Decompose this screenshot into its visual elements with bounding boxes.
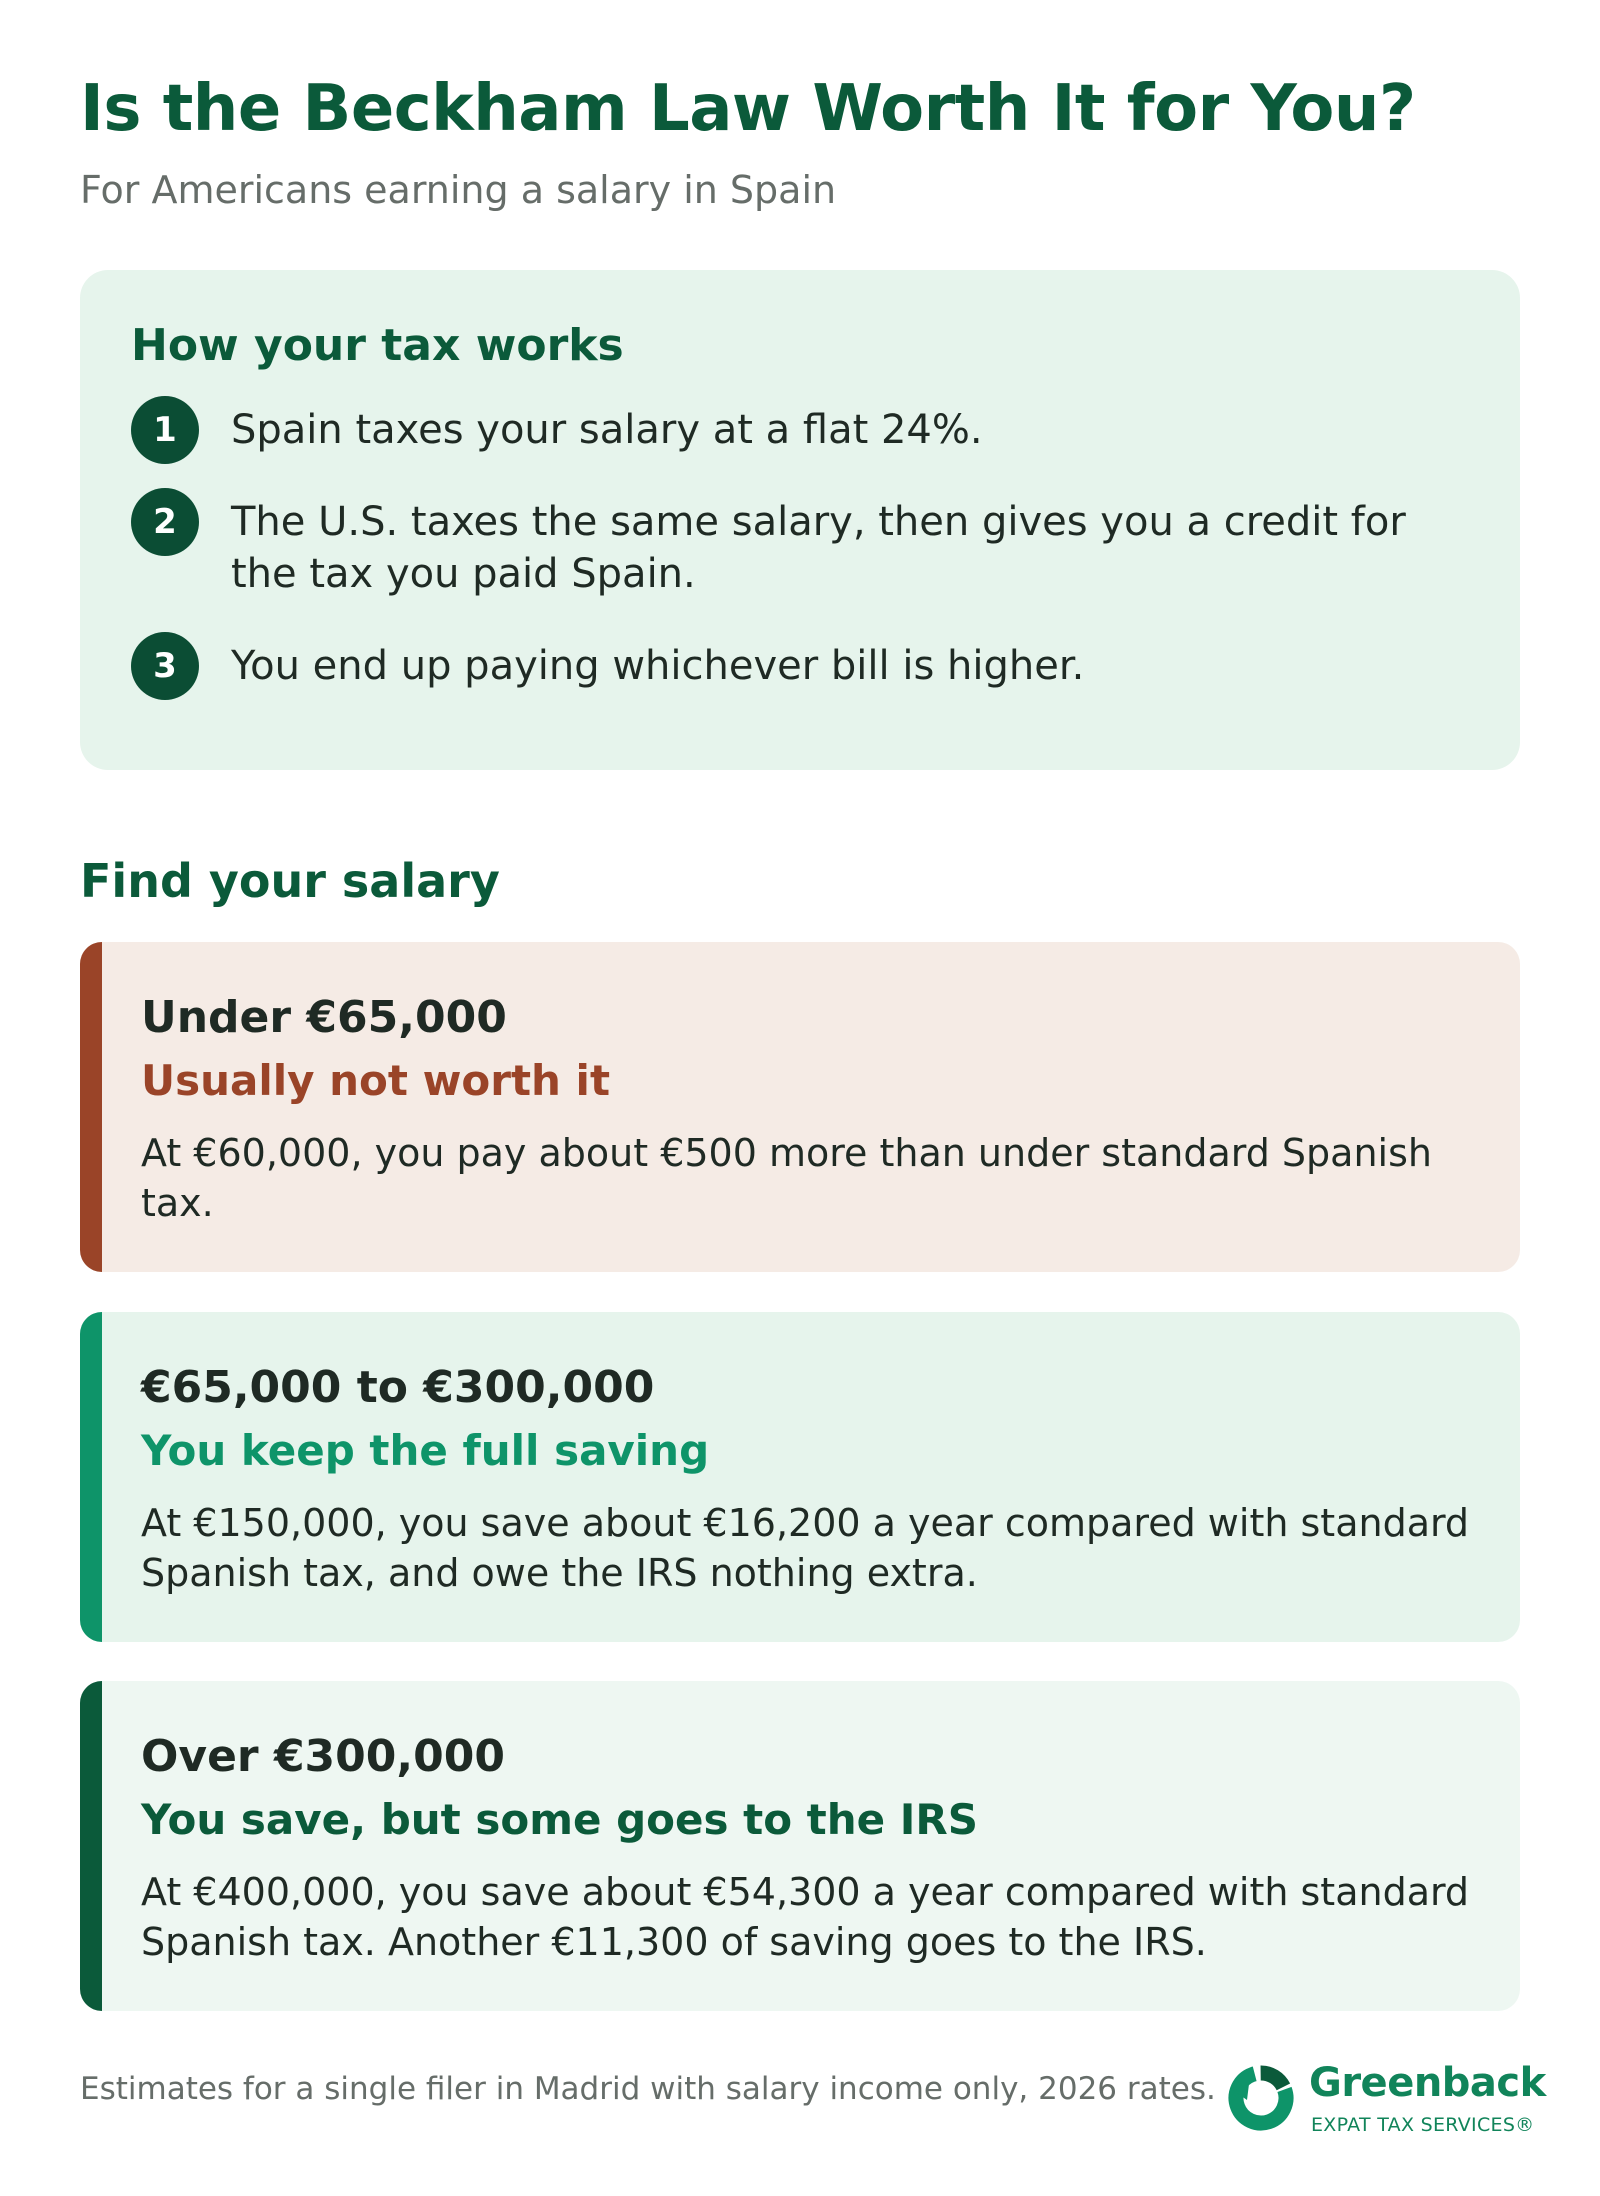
how-tax-works-heading: How your tax works: [131, 320, 624, 371]
page-subtitle: For Americans earning a salary in Spain: [80, 168, 837, 212]
tier-verdict: You keep the full saving: [141, 1426, 710, 1475]
step-text: Spain taxes your salary at a flat 24%.: [231, 407, 983, 453]
tier-card-over-300k: [80, 1681, 1520, 2011]
footer-note: Estimates for a single filer in Madrid with salary income only, 2026 rates.: [80, 2071, 1216, 2107]
page-title: Is the Beckham Law Worth It for You?: [80, 72, 1416, 146]
tier-accent-bar: [80, 1681, 102, 2011]
how-tax-works-card: [80, 270, 1520, 770]
infographic-page: [80, 0, 1546, 2196]
greenback-logo-icon: [1225, 2062, 1297, 2134]
tier-detail: At €60,000, you pay about €500 more than under standard Spanish tax.: [141, 1131, 1432, 1225]
step-number-badge: 1: [131, 396, 199, 464]
tier-verdict: Usually not worth it: [141, 1056, 611, 1105]
step-text: You end up paying whichever bill is higher.: [231, 643, 1085, 689]
tier-accent-bar: [80, 942, 102, 1272]
tier-range: €65,000 to €300,000: [141, 1362, 655, 1413]
tier-verdict: You save, but some goes to the IRS: [141, 1795, 978, 1844]
tier-accent-bar: [80, 1312, 102, 1642]
step-number-badge: 3: [131, 632, 199, 700]
tier-range: Under €65,000: [141, 992, 507, 1043]
greenback-logo: [1225, 2060, 1546, 2140]
step-text: The U.S. taxes the same salary, then gives you a credit for the tax you paid Spain.: [231, 499, 1406, 597]
tier-range: Over €300,000: [141, 1731, 505, 1782]
find-salary-heading: Find your salary: [80, 854, 500, 908]
tier-detail: At €400,000, you save about €54,300 a year compared with standard Spanish tax. Another €11,300 of saving goes to the IRS.: [141, 1870, 1470, 1964]
tier-detail: At €150,000, you save about €16,200 a year compared with standard Spanish tax, and owe the IRS nothing extra.: [141, 1501, 1470, 1595]
tier-card-under-65k: [80, 942, 1520, 1272]
tier-card-65k-to-300k: [80, 1312, 1520, 1642]
logo-name: Greenback: [1309, 2060, 1546, 2106]
step-number-badge: 2: [131, 488, 199, 556]
logo-tagline: EXPAT TAX SERVICES®: [1311, 2114, 1535, 2136]
